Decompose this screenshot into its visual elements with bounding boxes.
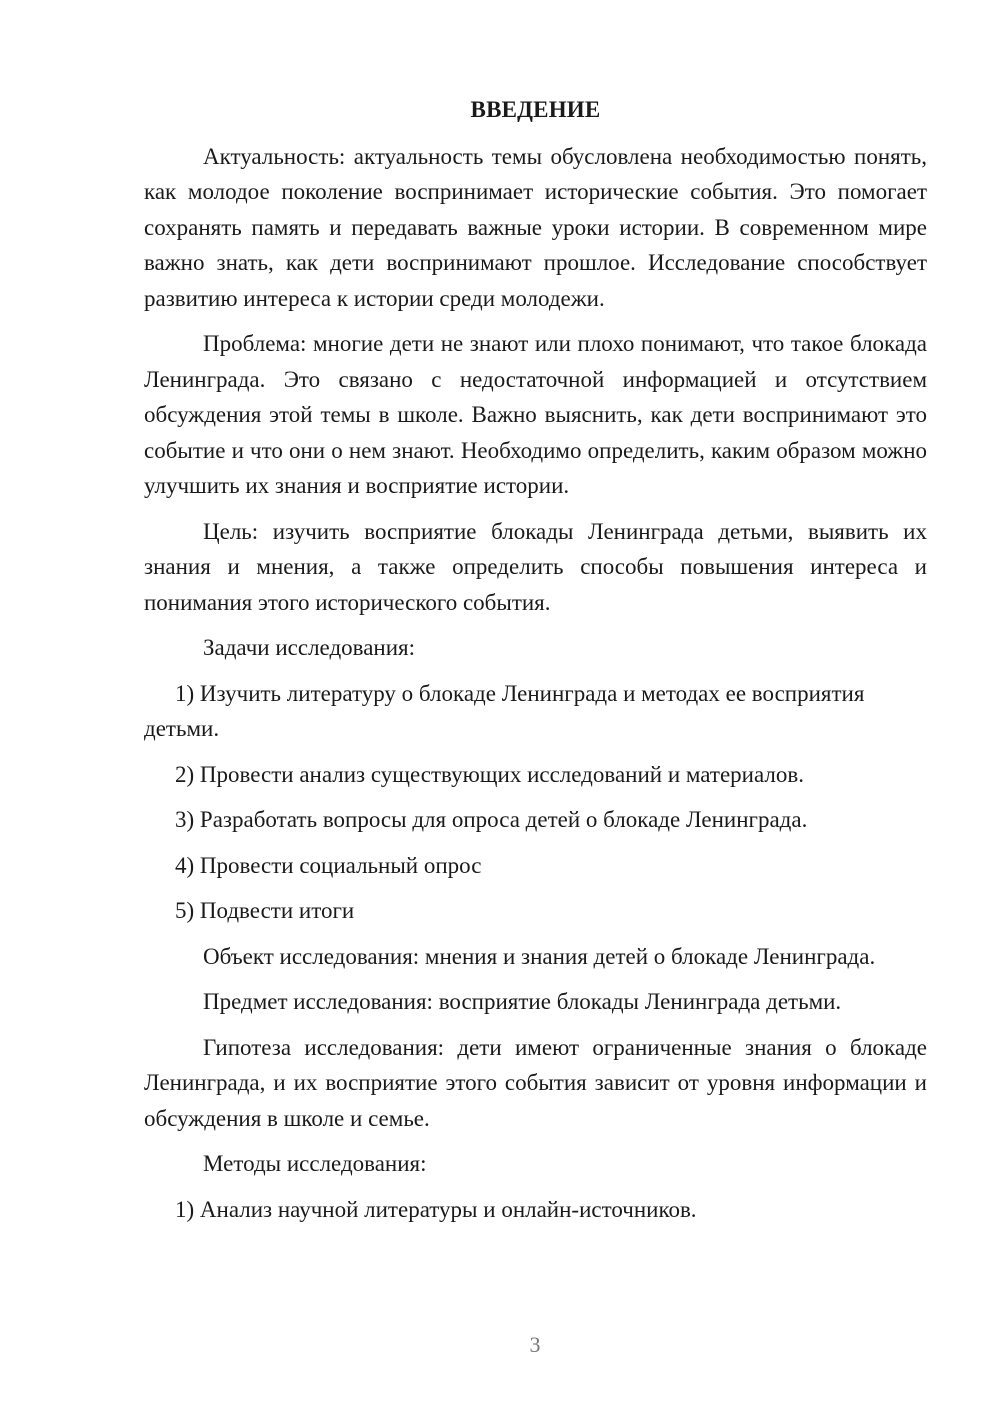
methods-heading: Методы исследования:: [203, 1151, 427, 1176]
problem-paragraph: Проблема: многие дети не знают или плохо понимают, что такое блокада Ленинграда. Это связано с недостаточной информацией и отсутствием обсуждения этой темы в школе. Важно выяснить, как дети воспринимают это событие и что они о нем знают. Необходимо определить, каким образом можно улучшить их знания и восприятие истории.: [144, 331, 927, 498]
object-paragraph: Объект исследования: мнения и знания детей о блокаде Ленинграда.: [203, 943, 876, 969]
task-item: 3) Разработать вопросы для опроса детей о блокаде Ленинграда.: [175, 807, 808, 832]
subject-paragraph: Предмет исследования: восприятие блокады Ленинграда детьми.: [203, 989, 842, 1014]
hypothesis-paragraph: Гипотеза исследования: дети имеют ограниченные знания о блокаде Ленинграда, и их восприятие этого события зависит от уровня информации и обсуждения в школе и семье.: [144, 1034, 927, 1131]
goal-paragraph: Цель: изучить восприятие блокады Ленинграда детьми, выявить их знания и мнения, а также определить способы повышения интереса и понимания этого исторического события.: [144, 518, 927, 615]
tasks-heading: Задачи исследования:: [203, 635, 416, 660]
task-item: 4) Провести социальный опрос: [175, 852, 482, 878]
document-page: [144, 92, 927, 1237]
task-item: 2) Провести анализ существующих исследований и материалов.: [175, 761, 804, 787]
section-title: ВВЕДЕНИЕ: [470, 97, 601, 122]
method-item: 1) Анализ научной литературы и онлайн-источников.: [175, 1196, 697, 1222]
task-item: 5) Подвести итоги: [175, 898, 355, 923]
page-number: 3: [529, 1332, 541, 1357]
task-item: 1) Изучить литературу о блокаде Ленинграда и методах ее восприятия детьми.: [144, 680, 865, 741]
relevance-paragraph: Актуальность: актуальность темы обусловлена необходимостью понять, как молодое поколение воспринимает исторические события. Это помогает сохранять память и передавать важные уроки истории. В современном мире важно знать, как дети воспринимают прошлое. Исследование способствует развитию интереса к истории среди молодежи.: [144, 143, 927, 311]
